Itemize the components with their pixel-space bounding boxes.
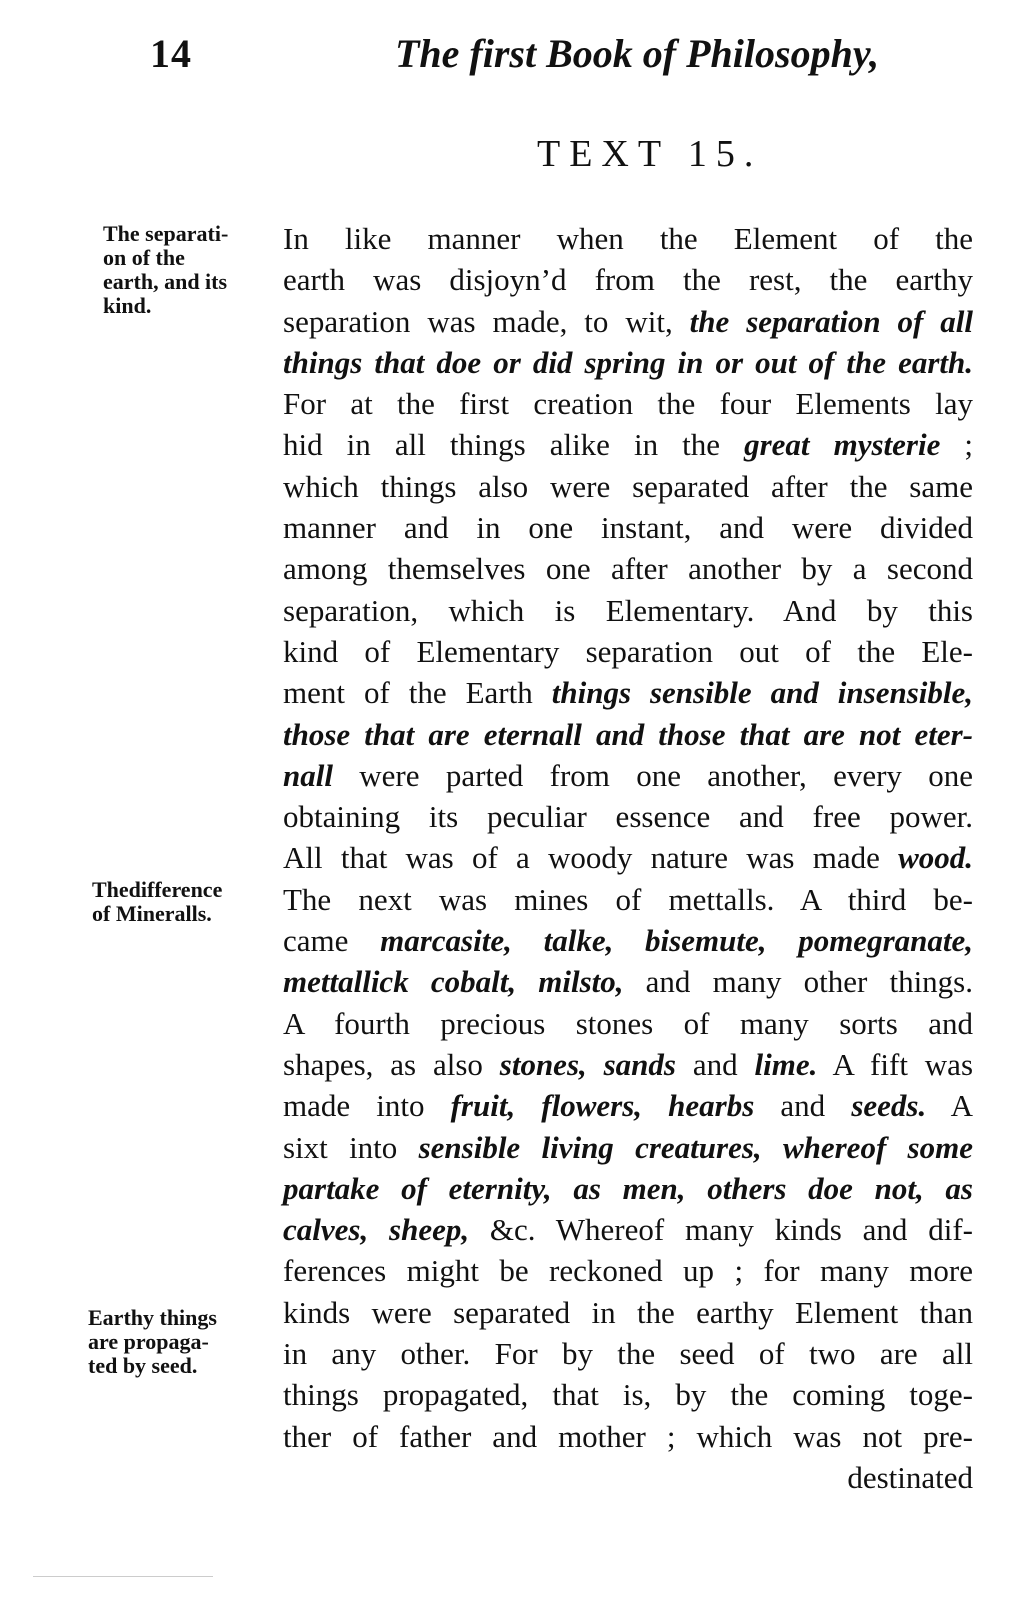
body-line <box>283 714 973 755</box>
body-line <box>283 590 973 631</box>
italic-run: fruit, flowers, hearbs <box>450 1088 755 1124</box>
italic-run: those that are eternall and those that are not eter- <box>283 716 973 752</box>
text-run: sixt into <box>283 1129 419 1165</box>
text-run: were parted from one another, every one <box>332 757 973 793</box>
body-line <box>283 1292 973 1333</box>
body-line <box>283 1044 973 1085</box>
italic-run: things sensible and insensible, <box>551 675 974 711</box>
body-line <box>283 755 973 796</box>
body-line <box>283 342 973 383</box>
text-run: things propagated, that is, by the coming toge- <box>283 1377 973 1413</box>
text-run: The next was mines of mettalls. A third be- <box>283 881 973 917</box>
text-run: ferences might be reckoned up ; for many more <box>283 1253 973 1289</box>
body-line <box>283 879 973 920</box>
body-line <box>283 507 973 548</box>
italic-run: sensible living creatures, whereof some <box>418 1129 973 1165</box>
text-run: In like manner when the Element of the <box>283 221 973 256</box>
italic-run: wood. <box>898 840 973 876</box>
section-heading: TEXT 15. <box>537 133 763 175</box>
body-line <box>283 1003 973 1044</box>
text-run: and many other things. <box>623 964 973 1000</box>
body-line <box>283 1374 973 1415</box>
body-line <box>283 1416 973 1457</box>
marginal-note-difference-of-minerals: Thedifference of Mineralls. <box>92 877 223 926</box>
body-line <box>283 920 973 961</box>
body-line <box>283 1127 973 1168</box>
text-run: manner and in one instant, and were divided <box>283 510 973 546</box>
marginal-note-separation-of-earth: The separati- on of the earth, and its kind. <box>103 221 229 318</box>
text-run: and <box>754 1088 852 1124</box>
text-run: and <box>676 1046 755 1082</box>
text-run: earth was disjoyn’d from the rest, the earthy <box>283 262 973 298</box>
body-line <box>283 1333 973 1374</box>
body-line <box>283 383 973 424</box>
text-run: separation was made, to wit, <box>283 303 690 339</box>
text-run: ; <box>940 427 973 463</box>
page-number: 14 <box>150 31 192 76</box>
body-line <box>283 548 973 589</box>
text-run: For at the first creation the four Elements lay <box>283 386 973 422</box>
italic-run: partake of eternity, as men, others doe not, as <box>283 1170 973 1206</box>
italic-run: the separation of all <box>689 303 973 339</box>
text-run: A <box>926 1088 974 1124</box>
text-run: A fourth precious stones of many sorts and <box>283 1005 973 1041</box>
italic-run: lime. <box>754 1046 818 1082</box>
italic-run: calves, sheep, <box>283 1212 470 1248</box>
text-run: ther of father and mother ; which was not pre- <box>283 1418 973 1454</box>
text-run: in any other. For by the seed of two are all <box>283 1336 973 1372</box>
italic-run: stones, sands <box>499 1046 676 1082</box>
running-head: The first Book of Philosophy, <box>395 31 880 76</box>
body-line <box>283 301 973 342</box>
text-run: separation, which is Elementary. And by this <box>283 592 973 628</box>
body-line <box>283 1457 973 1498</box>
body-line <box>283 1085 973 1126</box>
italic-run: great mysterie <box>744 427 941 463</box>
body-line <box>283 466 973 507</box>
body-line <box>283 1250 973 1291</box>
text-run: came <box>283 923 381 959</box>
text-run: All that was of a woody nature was made <box>283 840 899 876</box>
text-run: obtaining its peculiar essence and free power. <box>283 799 973 835</box>
italic-run: seeds. <box>851 1088 927 1124</box>
body-line <box>283 796 973 837</box>
body-line <box>283 631 973 672</box>
marginal-note-earthy-things-propagated: Earthy things are propaga- ted by seed. <box>88 1305 217 1378</box>
italic-run: things that doe or did spring in or out of the earth. <box>283 344 973 380</box>
text-run: hid in all things alike in the <box>283 427 745 463</box>
body-line <box>283 1168 973 1209</box>
text-run: which things also were separated after the same <box>283 468 973 504</box>
text-run: kind of Elementary separation out of the Ele- <box>283 633 973 669</box>
body-text <box>283 218 973 1498</box>
text-run: ment of the Earth <box>283 675 552 711</box>
text-run: among themselves one after another by a second <box>283 551 973 587</box>
body-line <box>283 1209 973 1250</box>
italic-run: marcasite, talke, bisemute, pomegranate, <box>380 923 973 959</box>
body-line <box>283 218 973 259</box>
body-line <box>283 961 973 1002</box>
italic-run: nall <box>283 757 333 793</box>
body-line <box>283 259 973 300</box>
text-run: A fift was <box>817 1046 974 1082</box>
text-run: destinated <box>847 1459 973 1495</box>
body-line <box>283 837 973 878</box>
body-line <box>283 672 973 713</box>
text-run: kinds were separated in the earthy Element than <box>283 1294 973 1330</box>
text-run: shapes, as also <box>283 1046 500 1082</box>
text-run: made into <box>283 1088 451 1124</box>
italic-run: mettallick cobalt, milsto, <box>283 964 624 1000</box>
body-line <box>283 424 973 465</box>
page-edge-rule <box>33 1576 213 1577</box>
text-run: &c. Whereof many kinds and dif- <box>469 1212 973 1248</box>
